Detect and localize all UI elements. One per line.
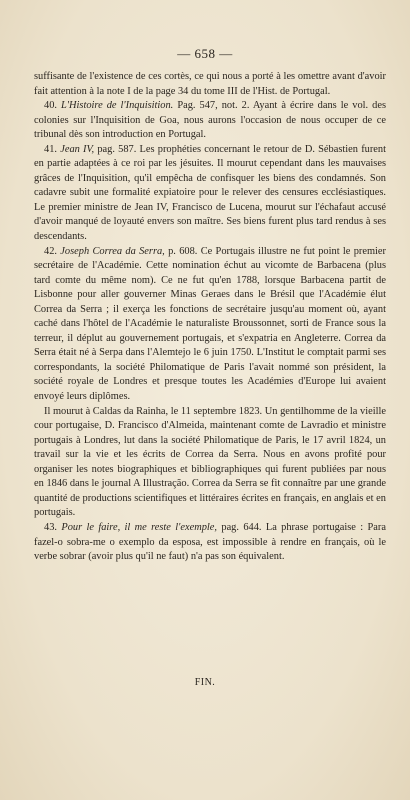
note-body: pag. 587. Les prophéties concernant le retour de D. Sébastien furent en partie adaptées à ce roi par les jésuites. Il mourut cependant dans les mauvaises grâces de l'Inquisition, qu'il empêcha de confisquer les biens des condamnés. Son cadavre subit une formalité expiatoire pour le relever des censures ecclésiastiques. Le premier ministre de Jean IV, Francisco de Lucena, mourut sur l'échafaut accusé d'avoir manqué de loyauté envers son maître. Ses biens furent plus tard rendus à ses descendants. (34, 143, 387, 243)
note-title: Pour le faire, il me reste l'exemple, (61, 521, 218, 533)
note-title: Joseph Correa da Serra, (60, 245, 165, 257)
page-number: — 658 — (177, 46, 233, 61)
note-continuation (34, 70, 386, 99)
notes-text (34, 70, 386, 565)
note-number: 42. (44, 245, 61, 257)
note-title: Jean IV, (60, 143, 95, 155)
note-42 (34, 245, 386, 405)
note-title: L'Histoire de l'Inquisition. (61, 100, 174, 112)
note-41 (34, 143, 386, 245)
note-number: 40. (44, 100, 62, 112)
paragraph-text: suffisante de l'existence de ces cortès, ce qui nous a porté à les omettre avant d'avoir fait attention à la note I de la page 34 du tome III de l'Hist. de Portugal. (34, 71, 386, 97)
note-body: Pag. 547, not. 2. Ayant à écrire dans le vol. des colonies sur l'Inquisition de Goa, nous aurons l'occasion de nous occuper de ce tribunal dès son introduction en Portugal. (34, 100, 386, 141)
note-body: pag. 644. La phrase portugaise : Para fazel-o sobra-me o exemplo da esposa, est impossible à rendre en français, où le verbe sobrar (avoir plus qu'il ne faut) n'a pas son équivalent. (34, 521, 386, 563)
paragraph-text: Il mourut à Caldas da Rainha, le 11 septembre 1823. Un gentilhomme de la vieille cour portugaise, D. Francisco d'Almeida, maintenant comte de Lavradio et ministre portugais à Londres, lut dans la société Philomatique de Paris, le 17 avril 1824, un travail sur la vie et les écrits de Correa da Serra. Nous en avons profité pour organiser les notes biographiques et bibliographiques qui furent publiées par nous en 1846 dans le journal A Illustração. Correa da Serra se fit connaître par une grande quantité de productions scientifiques et littéraires écrites en français, en anglais et en portugais. (34, 405, 386, 519)
note-body: p. 608. Ce Portugais illustre ne fut point le premier secrétaire de l'Académie. Cette nomination échut au vicomte de Barbacena (plus tard comte du même nom). Ce ne fut qu'en 1788, lorsque Barbacena partit de Lisbonne pour aller gouverner Minas Geraes dans le Brésil que l'Académie élut Correa da Serra ; il exerça les fonctions de secrétaire jusqu'au moment où, ayant caché dans l'hôtel de l'Académie le naturaliste Broussonnet, sorti de France sous la terreur, il déplut au gouvernement portugais, et s'expatria en Angleterre. Correa da Serra était né à Serpa dans l'Alemtejo le 6 juin 1750. L'Institut le comptait parmi ses correspondants, la société Philomatique de Paris l'avait nommé son président, la société royale de Londres et presque toutes les Académies d'Europe lui avaient envoyé leurs diplômes. (34, 245, 387, 403)
end-marker: FIN. (194, 677, 216, 688)
note-number: 43. (44, 521, 62, 533)
note-43 (34, 521, 386, 565)
note-number: 41. (44, 143, 61, 155)
note-42-continued (34, 405, 386, 521)
note-40 (34, 99, 386, 143)
